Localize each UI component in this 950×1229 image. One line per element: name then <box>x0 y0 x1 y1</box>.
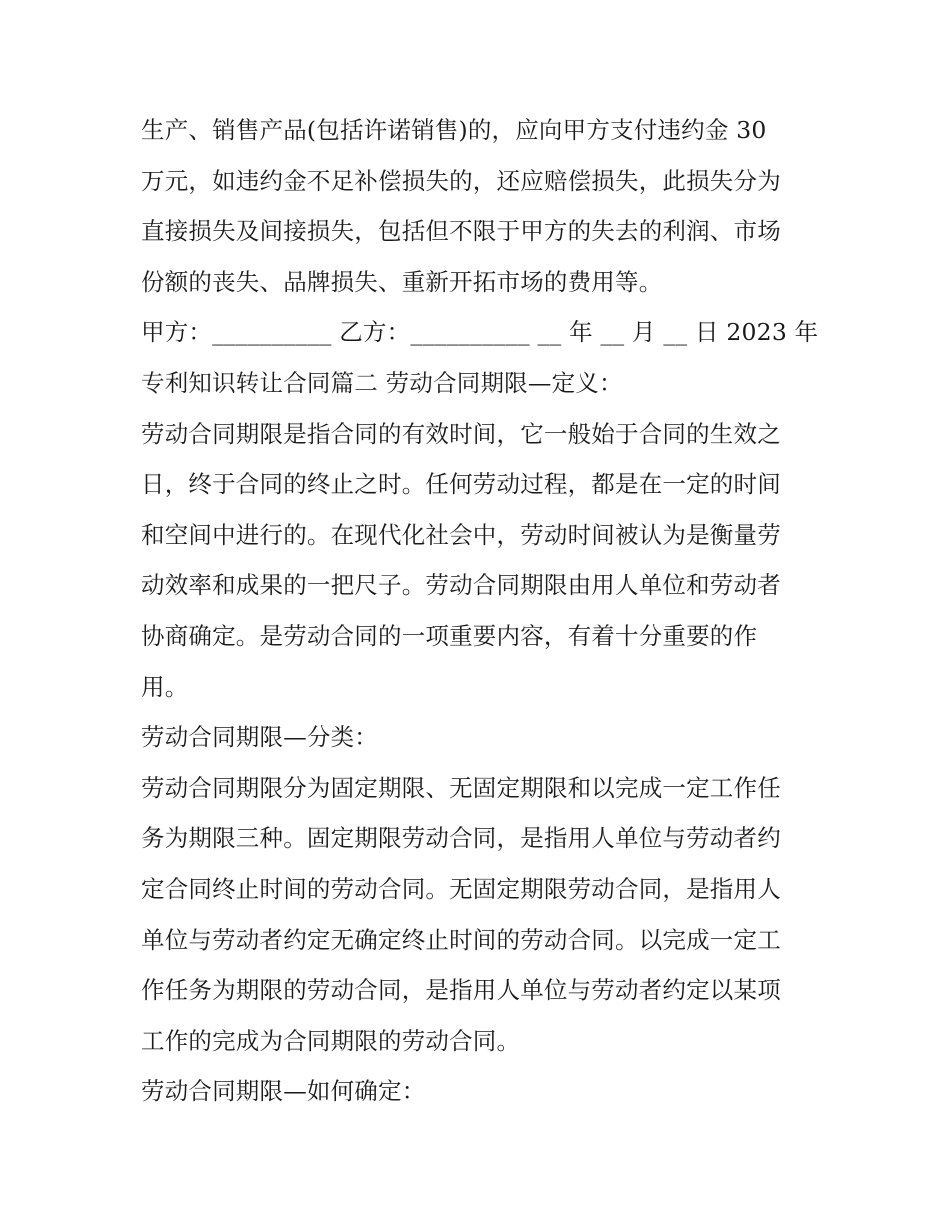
text-line: 定合同终止时间的劳动合同。无固定期限劳动合同，是指用人 <box>141 874 781 903</box>
section-heading: 劳动合同期限—分类： <box>141 723 378 752</box>
text-line: 直接损失及间接损失，包括但不限于甲方的失去的利润、市场 <box>141 217 781 246</box>
text-line: 份额的丧失、品牌损失、重新开拓市场的费用等。 <box>141 267 663 296</box>
text-line: 单位与劳动者约定无确定终止时间的劳动合同。以完成一定工 <box>141 925 781 954</box>
text-line: 工作的完成为合同期限的劳动合同。 <box>141 1026 521 1055</box>
document-page <box>141 105 819 1117</box>
text-line: 万元，如违约金不足补偿损失的，还应赔偿损失，此损失分为 <box>141 166 781 195</box>
text-line: 生产、销售产品(包括许诺销售)的，应向甲方支付违约金 30 <box>141 116 767 144</box>
text-line: 动效率和成果的一把尺子。劳动合同期限由用人单位和劳动者 <box>141 571 781 600</box>
text-line: 劳动合同期限分为固定期限、无固定期限和以完成一定工作任 <box>141 773 781 802</box>
text-line: 务为期限三种。固定期限劳动合同，是指用人单位与劳动者约 <box>141 824 781 853</box>
signature-line: 甲方：__________ 乙方：__________ __ 年 __ 月 __ 日 2023 年 <box>141 318 819 347</box>
text-line: 和空间中进行的。在现代化社会中，劳动时间被认为是衡量劳 <box>141 520 781 549</box>
text-line: 劳动合同期限是指合同的有效时间，它一般始于合同的生效之 <box>141 419 781 448</box>
section-heading: 劳动合同期限—如何确定： <box>141 1077 426 1106</box>
section-heading: 专利知识转让合同篇二 劳动合同期限—定义： <box>141 368 623 397</box>
text-line: 作任务为期限的劳动合同，是指用人单位与劳动者约定以某项 <box>141 976 781 1005</box>
text-line: 日，终于合同的终止之时。任何劳动过程，都是在一定的时间 <box>141 470 781 499</box>
text-line: 用。 <box>141 672 189 701</box>
text-line: 协商确定。是劳动合同的一项重要内容，有着十分重要的作 <box>141 621 758 650</box>
